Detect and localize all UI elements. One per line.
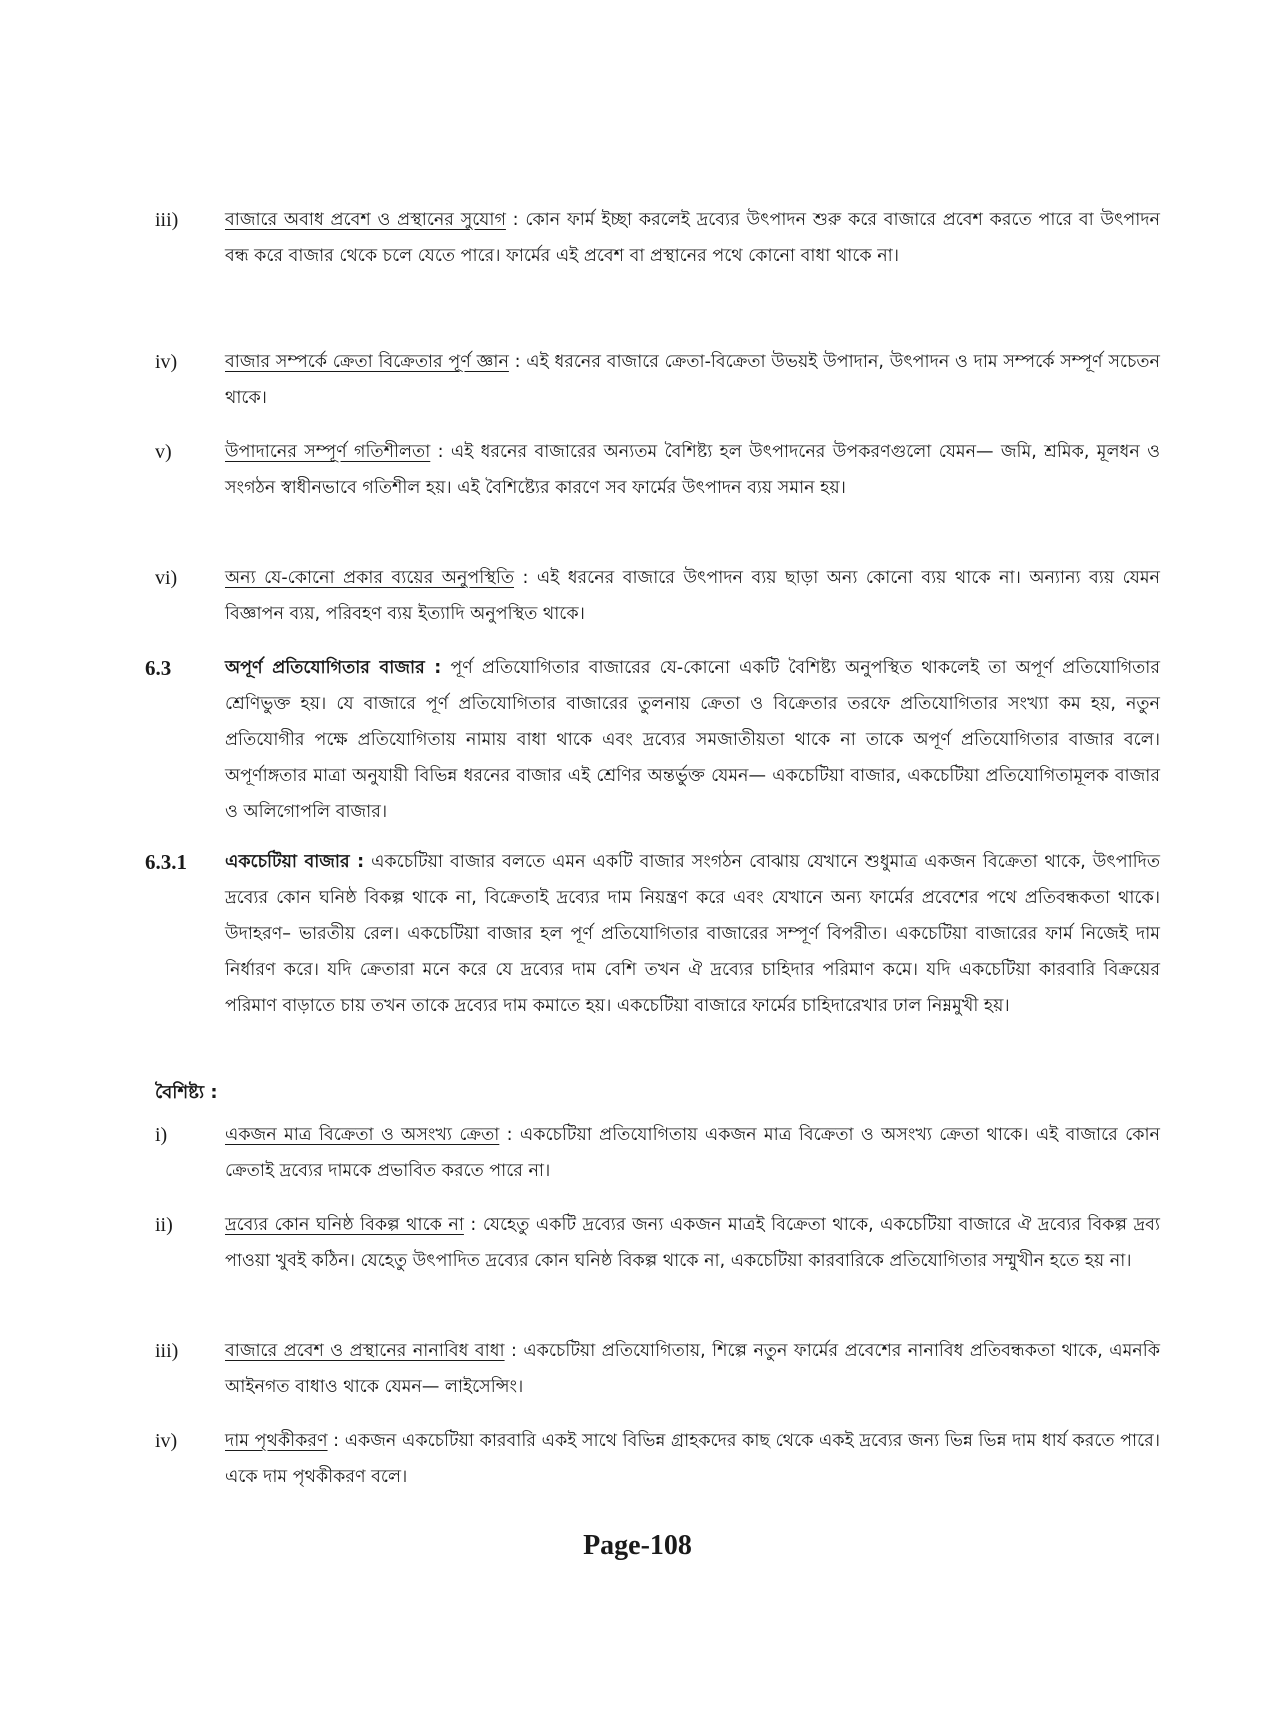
item-term: বাজার সম্পর্কে ক্রেতা বিক্রেতার পূর্ণ জ্ঞান xyxy=(225,352,509,372)
item-body xyxy=(225,1117,1160,1189)
item-term: দ্রব্যের কোন ঘনিষ্ঠ বিকল্প থাকে না xyxy=(225,1215,464,1235)
item-number: iii) xyxy=(155,1340,179,1362)
section-title: একচেটিয়া বাজার : xyxy=(225,852,365,872)
item-body xyxy=(225,344,1160,416)
item-number: v) xyxy=(155,441,172,463)
item-text: : একচেটিয়া প্রতিযোগিতায় একজন মাত্র বিক্রেতা ও অসংখ্য ক্রেতা থাকে। এই বাজারে কোন ক্রেতাই দ্রব্যের দামকে প্রভাবিত করতে পারে না। xyxy=(225,1125,1161,1181)
section-body xyxy=(225,650,1160,830)
section-text: একচেটিয়া বাজার বলতে এমন একটি বাজার সংগঠন বোঝায় যেখানে শুধুমাত্র একজন বিক্রেতা থাকে, উৎপাদিত দ্রব্যের কোন ঘনিষ্ঠ বিকল্প থাকে না, বিক্রেতাই দ্রব্যের দাম নিয়ন্ত্রণ করে এবং যেখানে অন্য ফার্মের প্রবেশের পথে প্রতিবন্ধকতা থাকে। উদাহরণ– ভারতীয় রেল। একচেটিয়া বাজার হল পূর্ণ প্রতিযোগিতার বাজারের সম্পূর্ণ বিপরীত। একচেটিয়া বাজারের ফার্ম নিজেই দাম নির্ধারণ করে। যদি ক্রেতারা মনে করে যে দ্রব্যের দাম বেশি তখন ঐ দ্রব্যের চাহিদার পরিমাণ কমে। যদি একচেটিয়া কারবারি বিক্রয়ের পরিমাণ বাড়াতে চায় তখন তাকে দ্রব্যের দাম কমাতে হয়। একচেটিয়া বাজারে ফার্মের চাহিদারেখার ঢাল নিম্নমুখী হয়। xyxy=(225,852,1160,1016)
item-term: বাজারে অবাধ প্রবেশ ও প্রস্থানের সুযোগ xyxy=(225,210,506,230)
item-number: iii) xyxy=(155,209,179,231)
item-body xyxy=(225,560,1160,632)
item-term: দাম পৃথকীকরণ xyxy=(225,1431,328,1451)
section-number: 6.3.1 xyxy=(145,850,187,874)
item-body xyxy=(225,1333,1160,1405)
item-number: iv) xyxy=(155,1430,178,1452)
item-number: vi) xyxy=(155,567,178,589)
item-text: : এই ধরনের বাজারে উৎপাদন ব্যয় ছাড়া অন্য কোনো ব্যয় থাকে না। অন্যান্য ব্যয় যেমন বিজ্ঞাপন ব্যয়, পরিবহণ ব্যয় ইত্যাদি অনুপস্থিত থাকে। xyxy=(225,568,1160,624)
item-body xyxy=(225,202,1160,274)
item-text: : কোন ফার্ম ইচ্ছা করলেই দ্রব্যের উৎপাদন শুরু করে বাজারে প্রবেশ করতে পারে বা উৎপাদন বন্ধ করে বাজার থেকে চলে যেতে পারে। ফার্মের এই প্রবেশ বা প্রস্থানের পথে কোনো বাধা থাকে না। xyxy=(225,210,1160,266)
features-heading: বৈশিষ্ট্য : xyxy=(155,1082,218,1103)
section-title: অপূর্ণ প্রতিযোগিতার বাজার : xyxy=(225,658,442,678)
item-text: : যেহেতু একটি দ্রব্যের জন্য একজন মাত্রই বিক্রেতা থাকে, একচেটিয়া বাজারে ঐ দ্রব্যের বিকল্প দ্রব্য পাওয়া খুবই কঠিন। যেহেতু উৎপাদিত দ্রব্যের কোন ঘনিষ্ঠ বিকল্প থাকে না, একচেটিয়া কারবারিকে প্রতিযোগিতার সম্মুখীন হতে হয় না। xyxy=(225,1215,1160,1271)
item-text: : একচেটিয়া প্রতিযোগিতায়, শিল্পে নতুন ফার্মের প্রবেশের নানাবিধ প্রতিবন্ধকতা থাকে, এমনকি আইনগত বাধাও থাকে যেমন— লাইসেন্সিং। xyxy=(225,1341,1160,1397)
item-term: অন্য যে-কোনো প্রকার ব্যয়ের অনুপস্থিতি xyxy=(225,568,515,588)
item-term: বাজারে প্রবেশ ও প্রস্থানের নানাবিধ বাধা xyxy=(225,1341,505,1361)
section-text: পূর্ণ প্রতিযোগিতার বাজারের যে-কোনো একটি বৈশিষ্ট্য অনুপস্থিত থাকলেই তা অপূর্ণ প্রতিযোগিতার শ্রেণিভুক্ত হয়। যে বাজারে পূর্ণ প্রতিযোগিতার বাজারের তুলনায় ক্রেতা ও বিক্রেতার তরফে প্রতিযোগিতার সংখ্যা কম হয়, নতুন প্রতিযোগীর পক্ষে প্রতিযোগিতায় নামায় বাধা থাকে এবং দ্রব্যের সমজাতীয়তা থাকে না তাকে অপূর্ণ প্রতিযোগিতার বাজার বলে। অপূর্ণাঙ্গতার মাত্রা অনুযায়ী বিভিন্ন ধরনের বাজার এই শ্রেণির অন্তর্ভুক্ত যেমন— একচেটিয়া বাজার, একচেটিয়া প্রতিযোগিতামূলক বাজার ও অলিগোপলি বাজার। xyxy=(225,658,1160,822)
item-text: : এই ধরনের বাজারে ক্রেতা-বিক্রেতা উভয়ই উপাদান, উৎপাদন ও দাম সম্পর্কে সম্পূর্ণ সচেতন থাকে। xyxy=(225,352,1160,408)
item-text: : এই ধরনের বাজারের অন্যতম বৈশিষ্ট্য হল উৎপাদনের উপকরণগুলো যেমন— জমি, শ্রমিক, মূলধন ও সংগঠন স্বাধীনভাবে গতিশীল হয়। এই বৈশিষ্ট্যের কারণে সব ফার্মের উৎপাদন ব্যয় সমান হয়। xyxy=(225,442,1161,498)
page-number: Page-108 xyxy=(583,1530,692,1561)
item-number: i) xyxy=(155,1124,168,1146)
item-body xyxy=(225,1423,1160,1495)
item-term: একজন মাত্র বিক্রেতা ও অসংখ্য ক্রেতা xyxy=(225,1125,500,1145)
item-body xyxy=(225,1207,1160,1279)
item-text: : একজন একচেটিয়া কারবারি একই সাথে বিভিন্ন গ্রাহকদের কাছ থেকে একই দ্রব্যের জন্য ভিন্ন ভিন্ন দাম ধার্য করতে পারে। একে দাম পৃথকীকরণ বলে। xyxy=(225,1431,1161,1487)
item-term: উপাদানের সম্পূর্ণ গতিশীলতা xyxy=(225,442,431,462)
section-body xyxy=(225,844,1160,1024)
section-number: 6.3 xyxy=(145,656,172,680)
item-number: iv) xyxy=(155,351,178,373)
item-body xyxy=(225,434,1160,506)
item-number: ii) xyxy=(155,1214,173,1236)
